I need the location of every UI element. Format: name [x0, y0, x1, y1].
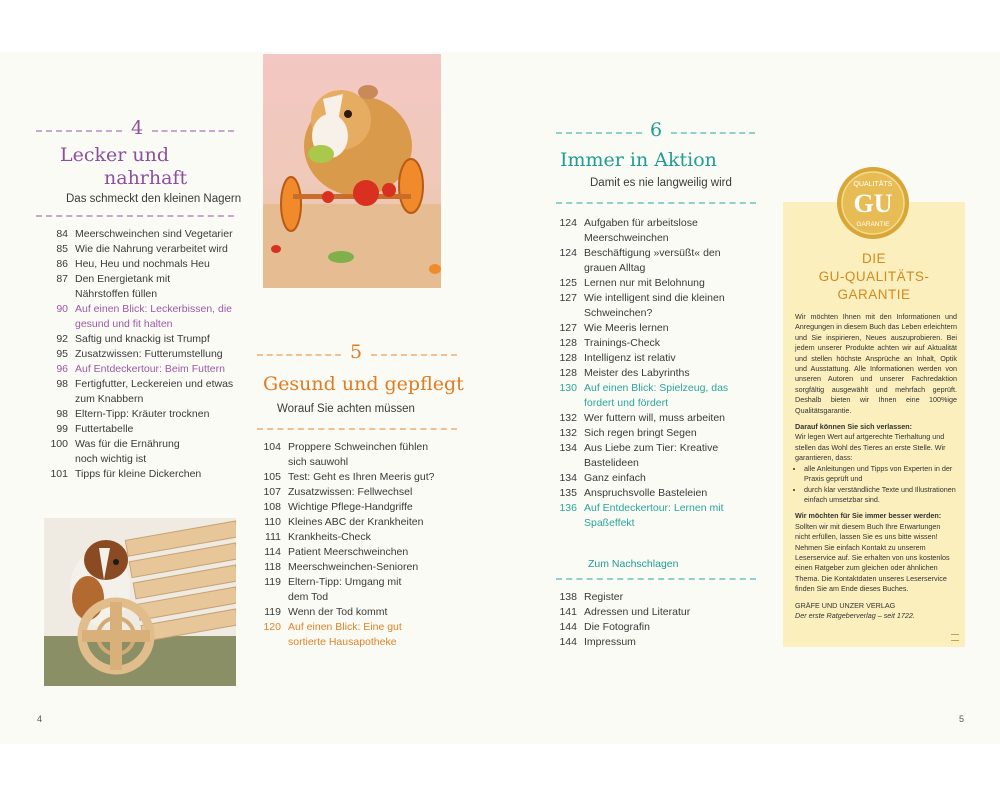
- toc-entry-line: Was für die Ernährung: [75, 438, 180, 450]
- toc-entry: [251, 620, 461, 650]
- toc-entry-line: Wer futtern will, muss arbeiten: [584, 412, 726, 424]
- toc-entry-line: Wie die Nahrung verarbeitet wird: [75, 243, 228, 255]
- toc-page-number: 104: [263, 441, 281, 453]
- toc-entry-title: [584, 351, 762, 366]
- toc-page-number: 110: [264, 516, 281, 528]
- gu-small-logo-icon: [951, 634, 959, 641]
- guarantee-intro: Wir möchten Ihnen mit den Informationen und Anregungen in diesem Buch das Leben erleichtern und Sie inspirieren, Neues auszuprobieren. Bei jedem unserer Produkte achten wir auf Aktualität und stellen höchste Ansprüche an Inhalt, Optik und Ausstattung. Alle Informationen werden von unseren Autoren und unserer Fachredaktion sorgfältig ausgewählt und mehrfach geprüft. Deshalb bieten wir Ihnen eine 100%ige Qualitätsgarantie.: [795, 312, 957, 415]
- toc-entry: [251, 500, 461, 515]
- toc-entry: [547, 276, 762, 291]
- chapter6-number: 6: [649, 119, 663, 141]
- toc-entry-line: Tipps für kleine Dickerchen: [75, 468, 202, 480]
- guarantee-rely-text: Wir legen Wert auf artgerechte Tierhaltung und stellen das Wohl des Tieres an erste Stelle. Wir garantieren, dass:: [795, 432, 946, 463]
- toc-entry: [547, 336, 762, 351]
- guarantee-bullets: [795, 464, 957, 506]
- toc-entry-line: Auf Entdeckertour: Beim Futtern: [75, 363, 225, 375]
- guarantee-text: [795, 312, 957, 627]
- toc-entry: [38, 257, 238, 272]
- toc-page-number: 144: [559, 621, 577, 633]
- toc-entry-title: [584, 381, 762, 411]
- toc-entry-line: Aufgaben für arbeitslose: [584, 217, 698, 229]
- toc-entry-title: [584, 336, 762, 351]
- toc-entry-line: Anspruchsvolle Basteleien: [584, 487, 708, 499]
- toc-entry-title: [288, 440, 461, 470]
- guarantee-better-heading: Wir möchten für Sie immer besser werden:: [795, 511, 942, 521]
- toc-page-number: 144: [559, 636, 577, 648]
- toc-entry-line: Eltern-Tipp: Kräuter trocknen: [75, 408, 210, 420]
- toc-entry-title: [75, 467, 238, 482]
- toc-entry-line: Meerschweinchen: [584, 232, 669, 244]
- toc-entry-title: [288, 575, 461, 605]
- toc-entry-line: Saftig und knackig ist Trumpf: [75, 333, 210, 345]
- toc-entry-line: Meerschweinchen sind Vegetarier: [75, 228, 233, 240]
- toc-entry: [38, 422, 238, 437]
- toc-entry: [547, 351, 762, 366]
- toc-entry: [547, 411, 762, 426]
- toc-entry: [547, 620, 762, 635]
- toc-entry-line: Wenn der Tod kommt: [288, 606, 388, 618]
- toc-entry-title: [288, 500, 461, 515]
- toc-entry-title: [584, 635, 762, 650]
- chapter6-rule-bottom: [556, 202, 756, 204]
- toc-entry-title: [584, 426, 762, 441]
- toc-entry-line: Eltern-Tipp: Umgang mit: [288, 576, 402, 588]
- toc-entry-line: Sich regen bringt Segen: [584, 427, 697, 439]
- toc-page-number: 125: [559, 277, 577, 289]
- toc-entry-line: Ganz einfach: [584, 472, 646, 484]
- toc-entry-title: [584, 441, 762, 471]
- toc-entry-line: grauen Alltag: [584, 262, 646, 274]
- toc-entry-line: Impressum: [584, 636, 636, 648]
- toc-entry-line: Krankheits-Check: [288, 531, 371, 543]
- toc-entry: [547, 291, 762, 321]
- toc-entry-title: [584, 620, 762, 635]
- toc-page-number: 86: [56, 258, 68, 270]
- toc-entry: [251, 560, 461, 575]
- toc-entry-title: [584, 590, 762, 605]
- toc-page-number: 108: [263, 501, 281, 513]
- toc-entry: [251, 440, 461, 470]
- toc-entry-line: Wie Meeris lernen: [584, 322, 669, 334]
- toc-entry-line: Wichtige Pflege-Handgriffe: [288, 501, 413, 513]
- toc-entry-title: [288, 530, 461, 545]
- toc-page-number: 99: [56, 423, 68, 435]
- toc-entry-title: [288, 620, 461, 650]
- left-page-number: 4: [37, 714, 43, 724]
- toc-page-number: 132: [559, 427, 577, 439]
- toc-entry: [38, 377, 238, 407]
- toc-page-number: 124: [559, 217, 577, 229]
- toc-entry-title: [584, 276, 762, 291]
- toc-entry-line: Auf einen Blick: Leckerbissen, die: [75, 303, 233, 315]
- reference-rule: [556, 578, 756, 580]
- toc-entry: [547, 321, 762, 336]
- toc-page-number: 119: [264, 576, 281, 588]
- toc-entry-title: [584, 501, 762, 531]
- seal-letters: GU: [853, 189, 893, 218]
- toc-entry-line: Fertigfutter, Leckereien und etwas: [75, 378, 234, 390]
- toc-entry-line: Auf Entdeckertour: Lernen mit: [584, 502, 724, 514]
- toc-page-number: 101: [50, 468, 68, 480]
- toc-page-number: 85: [56, 243, 68, 255]
- chapter4-subtitle: Das schmeckt den kleinen Nagern: [66, 193, 242, 205]
- toc-entry-line: Aus Liebe zum Tier: Kreative: [584, 442, 719, 454]
- toc-entry-line: sich sauwohl: [288, 456, 349, 468]
- toc-page-number: 132: [559, 412, 577, 424]
- toc-entry: [38, 362, 238, 377]
- toc-entry-line: Futtertabelle: [75, 423, 134, 435]
- toc-entry: [547, 605, 762, 620]
- toc-entry: [38, 242, 238, 257]
- toc-entry-line: dem Tod: [288, 591, 329, 603]
- toc-entry-line: Nährstoffen füllen: [75, 288, 158, 300]
- toc-page-number: 105: [263, 471, 281, 483]
- toc-entry-line: Meister des Labyrinths: [584, 367, 690, 379]
- guinea-pig-wooden-wheel-photo: [44, 518, 236, 686]
- toc-page-number: 128: [559, 352, 577, 364]
- toc-entry-title: [584, 366, 762, 381]
- toc-entry: [38, 332, 238, 347]
- toc-entry-line: Bastelideen: [584, 457, 639, 469]
- chapter5-number: 5: [349, 341, 363, 363]
- toc-page-number: 136: [559, 502, 577, 514]
- guarantee-bullet: • durch klar verständliche Texte und Illustrationen einfach umsetzbar sind.: [804, 485, 957, 506]
- toc-entry: [547, 471, 762, 486]
- toc-entry-line: Heu, Heu und nochmals Heu: [75, 258, 210, 270]
- toc-entry-line: Zusatzwissen: Futterumstellung: [75, 348, 223, 360]
- toc-entry: [547, 381, 762, 411]
- chapter6-subtitle: Damit es nie langweilig wird: [590, 177, 732, 189]
- guarantee-slogan: Der erste Ratgeberverlag – seit 1722.: [795, 610, 915, 620]
- toc-page-number: 95: [56, 348, 68, 360]
- toc-page-number: 128: [559, 337, 577, 349]
- chapter4-rule-left: [36, 130, 122, 132]
- reference-heading: Zum Nachschlagen: [588, 558, 679, 570]
- chapter5-rule-bottom: [257, 428, 457, 430]
- chapter5-rule-right: [371, 354, 457, 356]
- toc-page-number: 100: [50, 438, 68, 450]
- toc-entry: [38, 347, 238, 362]
- toc-entry-title: [288, 470, 461, 485]
- right-page-number: 5: [959, 714, 965, 724]
- toc-entry: [251, 545, 461, 560]
- chapter4-title: Lecker und nahrhaft: [60, 144, 188, 189]
- toc-page-number: 128: [559, 367, 577, 379]
- toc-entry-line: Proppere Schweinchen fühlen: [288, 441, 429, 453]
- toc-entry-title: [584, 486, 762, 501]
- toc-entry: [547, 635, 762, 650]
- toc-entry-title: [288, 545, 461, 560]
- toc-entry-line: Test: Geht es Ihren Meeris gut?: [288, 471, 435, 483]
- toc-entry-line: noch wichtig ist: [75, 453, 147, 465]
- toc-entry: [38, 467, 238, 482]
- toc-entry: [251, 485, 461, 500]
- toc-entry-title: [75, 302, 238, 332]
- toc-entry-title: [288, 605, 461, 620]
- toc-entry-line: Die Fotografin: [584, 621, 650, 633]
- toc-entry: [38, 227, 238, 242]
- reference-toc: [547, 590, 762, 650]
- toc-entry-title: [75, 272, 238, 302]
- toc-entry-title: [75, 377, 238, 407]
- toc-entry-title: [75, 422, 238, 437]
- toc-entry-line: zum Knabbern: [75, 393, 144, 405]
- toc-entry: [38, 407, 238, 422]
- toc-entry-line: Spaßeffekt: [584, 517, 635, 529]
- seal-bottom-text: GARANTIE: [856, 221, 890, 228]
- toc-entry-title: [75, 257, 238, 272]
- toc-entry-line: Adressen und Literatur: [584, 606, 691, 618]
- toc-entry: [38, 302, 238, 332]
- toc-page-number: 96: [56, 363, 68, 375]
- toc-entry: [547, 246, 762, 276]
- toc-page-number: 119: [264, 606, 281, 618]
- toc-entry-line: Auf einen Blick: Eine gut: [288, 621, 402, 633]
- toc-page-number: 130: [559, 382, 577, 394]
- toc-entry-title: [584, 216, 762, 246]
- toc-entry: [251, 575, 461, 605]
- toc-page-number: 138: [559, 591, 577, 603]
- toc-page-number: 92: [56, 333, 68, 345]
- toc-entry-line: Register: [584, 591, 624, 603]
- chapter4-toc: [38, 227, 238, 482]
- guarantee-title: DIE GU-QUALITÄTS- GARANTIE: [818, 251, 930, 302]
- toc-page-number: 111: [265, 531, 281, 543]
- toc-entry-line: Lernen nur mit Belohnung: [584, 277, 705, 289]
- toc-entry-title: [288, 485, 461, 500]
- toc-entry: [251, 515, 461, 530]
- toc-page-number: 124: [559, 247, 577, 259]
- toc-entry-line: Den Energietank mit: [75, 273, 171, 285]
- toc-entry-title: [75, 347, 238, 362]
- toc-entry-title: [584, 471, 762, 486]
- toc-entry-line: Intelligenz ist relativ: [584, 352, 676, 364]
- guarantee-rely-heading: Darauf können Sie sich verlassen:: [795, 422, 913, 432]
- toc-entry-title: [584, 291, 762, 321]
- guarantee-bullet: • alle Anleitungen und Tipps von Experten in der Praxis geprüft und: [804, 464, 957, 485]
- toc-entry-title: [584, 411, 762, 426]
- toc-entry: [547, 426, 762, 441]
- toc-page-number: 135: [559, 487, 577, 499]
- gu-seal-icon: [836, 166, 910, 240]
- chapter4-rule-bottom: [36, 215, 234, 217]
- toc-entry-title: [584, 246, 762, 276]
- toc-page-number: 127: [559, 292, 577, 304]
- toc-page-number: 114: [264, 546, 281, 558]
- seal-top-text: QUALITÄTS: [853, 181, 893, 188]
- toc-entry: [38, 272, 238, 302]
- chapter4-number: 4: [130, 117, 144, 139]
- toc-entry: [547, 366, 762, 381]
- toc-entry-line: gesund und fit halten: [75, 318, 173, 330]
- toc-page-number: 141: [559, 606, 577, 618]
- toc-entry: [251, 470, 461, 485]
- toc-entry: [547, 216, 762, 246]
- toc-entry-title: [75, 332, 238, 347]
- toc-entry-line: Auf einen Blick: Spielzeug, das: [584, 382, 729, 394]
- toc-entry-title: [584, 321, 762, 336]
- toc-entry-line: Trainings-Check: [584, 337, 661, 349]
- toc-entry-title: [584, 605, 762, 620]
- toc-entry-line: Zusatzwissen: Fellwechsel: [288, 486, 413, 498]
- toc-page-number: 134: [559, 472, 577, 484]
- chapter5-title: Gesund und gepflegt: [263, 373, 464, 395]
- toc-entry-line: fordert und fördert: [584, 397, 669, 409]
- toc-page-number: 107: [263, 486, 281, 498]
- chapter6-title: Immer in Aktion: [560, 149, 717, 171]
- toc-page-number: 90: [56, 303, 68, 315]
- toc-entry: [547, 486, 762, 501]
- chapter5-rule-left: [257, 354, 341, 356]
- toc-entry-line: Beschäftigung »versüßt« den: [584, 247, 721, 259]
- chapter6-rule-right: [671, 132, 755, 134]
- chapter5-toc: [251, 440, 461, 650]
- toc-entry: [251, 605, 461, 620]
- guinea-pig-eating-photo: [263, 54, 441, 288]
- toc-entry-line: Schweinchen?: [584, 307, 653, 319]
- toc-entry-line: Wie intelligent sind die kleinen: [584, 292, 725, 304]
- chapter5-subtitle: Worauf Sie achten müssen: [277, 403, 415, 415]
- toc-page-number: 127: [559, 322, 577, 334]
- toc-entry: [547, 441, 762, 471]
- toc-page-number: 98: [56, 408, 68, 420]
- toc-page-number: 120: [263, 621, 281, 633]
- toc-entry-line: sortierte Hausapotheke: [288, 636, 397, 648]
- toc-entry-title: [75, 362, 238, 377]
- toc-page-number: 87: [56, 273, 68, 285]
- toc-entry-title: [288, 515, 461, 530]
- chapter6-toc: [547, 216, 762, 531]
- toc-entry: [38, 437, 238, 467]
- toc-page-number: 118: [264, 561, 281, 573]
- chapter6-rule-left: [556, 132, 642, 134]
- guarantee-better-text: Sollten wir mit diesem Buch Ihre Erwartungen nicht erfüllen, lassen Sie es uns bitte wissen! Nehmen Sie einfach Kontakt zu unserem Leserservice auf. Sie erhalten von uns kostenlos einen Ratgeber zum gleichen oder ähnlichen Thema. Die Kontaktdaten unseres Leserservice finden Sie am Ende dieses Buches.: [795, 521, 950, 594]
- toc-entry-line: Patient Meerschweinchen: [288, 546, 409, 558]
- toc-entry: [251, 530, 461, 545]
- toc-entry-title: [288, 560, 461, 575]
- toc-entry-title: [75, 407, 238, 422]
- toc-page-number: 84: [56, 228, 68, 240]
- toc-page-number: 98: [56, 378, 68, 390]
- toc-entry-title: [75, 437, 238, 467]
- toc-page-number: 134: [559, 442, 577, 454]
- toc-entry-title: [75, 227, 238, 242]
- toc-entry-title: [75, 242, 238, 257]
- toc-entry-line: Kleines ABC der Krankheiten: [288, 516, 424, 528]
- guarantee-publisher: GRÄFE UND UNZER VERLAG: [795, 600, 896, 610]
- toc-entry: [547, 501, 762, 531]
- chapter4-rule-right: [152, 130, 234, 132]
- toc-entry: [547, 590, 762, 605]
- toc-entry-line: Meerschweinchen-Senioren: [288, 561, 419, 573]
